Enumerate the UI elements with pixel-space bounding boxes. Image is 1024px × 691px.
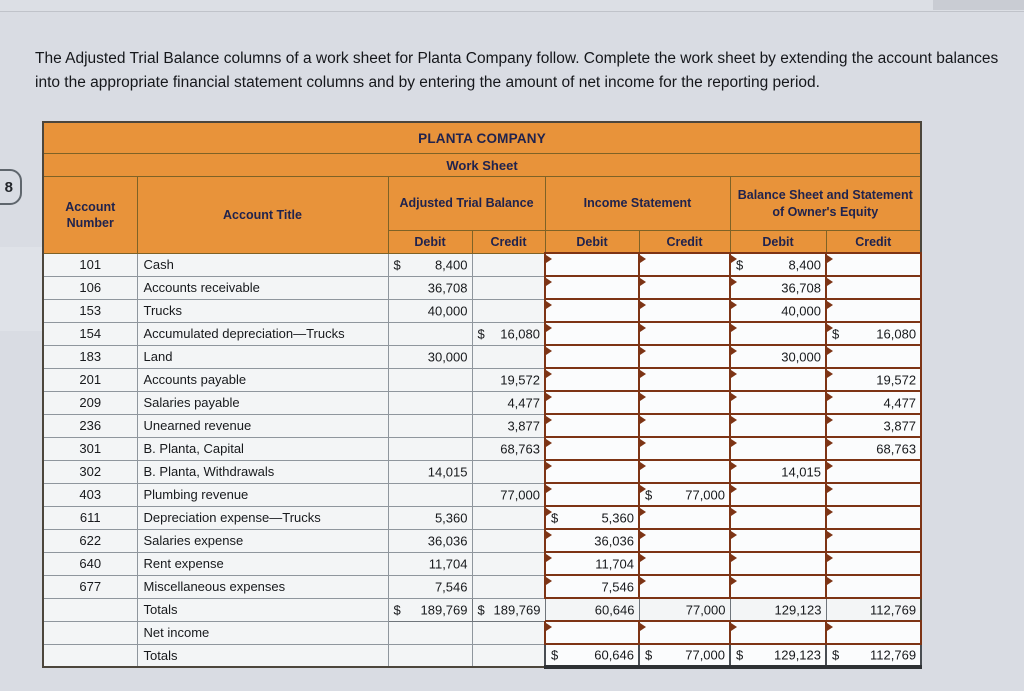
cell-bs-credit bbox=[826, 598, 921, 621]
cell-bs-credit[interactable] bbox=[826, 621, 921, 644]
dollar-sign: $ bbox=[645, 487, 653, 502]
cell-atb-credit bbox=[472, 506, 545, 529]
answer-marker-icon bbox=[640, 393, 646, 401]
subheader-bs-credit: Credit bbox=[826, 231, 921, 254]
amount-value: 14,015 bbox=[781, 464, 821, 479]
cell-atb-debit bbox=[388, 460, 472, 483]
amount-value: 30,000 bbox=[781, 349, 821, 364]
cell-bs-credit[interactable] bbox=[826, 299, 921, 322]
account-title-cell: Net income bbox=[137, 621, 388, 644]
account-number-cell: 611 bbox=[43, 506, 137, 529]
amount-value: 11,704 bbox=[428, 556, 468, 571]
amount-value: 36,036 bbox=[427, 533, 468, 548]
amount-value: 189,769 bbox=[420, 602, 468, 617]
amount-value: 40,000 bbox=[427, 303, 468, 318]
cell-atb-debit bbox=[388, 621, 472, 644]
account-number-cell: 201 bbox=[43, 368, 137, 391]
answer-marker-icon bbox=[827, 439, 833, 447]
cell-atb-debit bbox=[388, 414, 472, 437]
answer-marker-icon bbox=[731, 301, 737, 309]
amount-value: 36,036 bbox=[594, 533, 634, 548]
cell-atb-credit bbox=[472, 460, 545, 483]
amount-value: 77,000 bbox=[685, 487, 725, 502]
amount-value: 36,708 bbox=[781, 280, 821, 295]
table-row bbox=[43, 345, 921, 368]
amount-value: 8,400 bbox=[434, 257, 468, 272]
subheader-is-debit: Debit bbox=[545, 231, 639, 254]
cell-bs-debit[interactable] bbox=[730, 253, 826, 276]
answer-marker-icon bbox=[546, 439, 552, 447]
answer-marker-icon bbox=[731, 531, 737, 539]
cell-atb-credit bbox=[472, 368, 545, 391]
account-number-cell: 301 bbox=[43, 437, 137, 460]
account-title-cell: Rent expense bbox=[137, 552, 388, 575]
cell-is-credit[interactable] bbox=[639, 414, 730, 437]
cell-is-debit[interactable] bbox=[545, 253, 639, 276]
answer-marker-icon bbox=[546, 347, 552, 355]
account-title-cell: Salaries payable bbox=[137, 391, 388, 414]
account-title-cell: Miscellaneous expenses bbox=[137, 575, 388, 598]
answer-marker-icon bbox=[731, 462, 737, 470]
table-row bbox=[43, 598, 921, 621]
answer-marker-icon bbox=[640, 255, 646, 263]
amount-value: 4,477 bbox=[883, 395, 917, 410]
amount-value: 7,546 bbox=[601, 579, 634, 594]
cell-is-credit[interactable] bbox=[639, 621, 730, 644]
amount-value: 77,000 bbox=[500, 487, 540, 502]
account-number-cell: 403 bbox=[43, 483, 137, 506]
cell-atb-debit bbox=[388, 598, 472, 621]
cell-atb-debit bbox=[388, 299, 472, 322]
subheader-atb-debit: Debit bbox=[388, 231, 472, 254]
cell-atb-credit bbox=[472, 414, 545, 437]
table-row bbox=[43, 414, 921, 437]
amount-value: 19,572 bbox=[876, 372, 917, 387]
amount-value: 14,015 bbox=[427, 464, 468, 479]
cell-atb-credit bbox=[472, 575, 545, 598]
answer-marker-icon bbox=[640, 577, 646, 585]
cell-atb-debit bbox=[388, 253, 472, 276]
account-title-cell: Trucks bbox=[137, 299, 388, 322]
cell-atb-credit bbox=[472, 598, 545, 621]
cell-bs-debit[interactable] bbox=[730, 322, 826, 345]
cell-is-debit[interactable] bbox=[545, 506, 639, 529]
table-row bbox=[43, 253, 921, 276]
answer-marker-icon bbox=[640, 531, 646, 539]
cell-atb-credit bbox=[472, 644, 545, 667]
table-row bbox=[43, 621, 921, 644]
answer-marker-icon bbox=[546, 577, 552, 585]
cell-atb-debit bbox=[388, 575, 472, 598]
answer-marker-icon bbox=[731, 393, 737, 401]
top-divider bbox=[0, 0, 1024, 12]
cell-is-debit[interactable] bbox=[545, 322, 639, 345]
worksheet-subtitle: Work Sheet bbox=[43, 154, 921, 177]
cell-atb-debit bbox=[388, 391, 472, 414]
table-row bbox=[43, 552, 921, 575]
account-title-cell: Totals bbox=[137, 644, 388, 667]
account-title-cell: B. Planta, Withdrawals bbox=[137, 460, 388, 483]
cell-atb-credit bbox=[472, 299, 545, 322]
question-number: 8 bbox=[4, 178, 13, 196]
cell-atb-debit bbox=[388, 644, 472, 667]
header-income-statement: Income Statement bbox=[545, 177, 730, 231]
dollar-sign: $ bbox=[645, 647, 653, 663]
answer-marker-icon bbox=[640, 416, 646, 424]
account-number-cell bbox=[43, 621, 137, 644]
cell-atb-credit bbox=[472, 322, 545, 345]
answer-marker-icon bbox=[640, 301, 646, 309]
cell-is-credit[interactable] bbox=[639, 299, 730, 322]
account-title-cell: B. Planta, Capital bbox=[137, 437, 388, 460]
cell-is-debit[interactable] bbox=[545, 299, 639, 322]
cell-bs-debit[interactable] bbox=[730, 460, 826, 483]
cell-is-debit[interactable] bbox=[545, 391, 639, 414]
answer-marker-icon bbox=[827, 623, 833, 631]
answer-marker-icon bbox=[640, 554, 646, 562]
cell-bs-debit[interactable] bbox=[730, 621, 826, 644]
answer-marker-icon bbox=[731, 439, 737, 447]
answer-marker-icon bbox=[731, 416, 737, 424]
account-title-cell: Unearned revenue bbox=[137, 414, 388, 437]
table-row bbox=[43, 391, 921, 414]
amount-value: 68,763 bbox=[876, 441, 917, 456]
account-number-cell: 209 bbox=[43, 391, 137, 414]
header-account-number: Account Number bbox=[43, 177, 137, 254]
amount-value: 36,708 bbox=[427, 280, 468, 295]
cell-bs-credit[interactable] bbox=[826, 253, 921, 276]
answer-marker-icon bbox=[640, 623, 646, 631]
worksheet-title: PLANTA COMPANY bbox=[43, 122, 921, 154]
cell-is-credit[interactable] bbox=[639, 253, 730, 276]
cell-bs-credit[interactable] bbox=[826, 276, 921, 299]
cell-bs-debit[interactable] bbox=[730, 414, 826, 437]
answer-marker-icon bbox=[827, 255, 833, 263]
header-balance-sheet: Balance Sheet and Statement of Owner's Equity bbox=[730, 177, 921, 231]
table-row bbox=[43, 460, 921, 483]
cell-atb-debit bbox=[388, 506, 472, 529]
cell-bs-debit[interactable] bbox=[730, 368, 826, 391]
account-number-cell: 640 bbox=[43, 552, 137, 575]
table-row bbox=[43, 575, 921, 598]
cell-is-debit bbox=[545, 598, 639, 621]
cell-bs-debit[interactable] bbox=[730, 483, 826, 506]
dollar-sign: $ bbox=[393, 257, 401, 272]
header-adjusted-trial-balance: Adjusted Trial Balance bbox=[388, 177, 545, 231]
cell-is-debit[interactable] bbox=[545, 345, 639, 368]
account-title-cell: Totals bbox=[137, 598, 388, 621]
account-number-cell: 677 bbox=[43, 575, 137, 598]
cell-bs-debit[interactable] bbox=[730, 276, 826, 299]
cell-is-debit[interactable] bbox=[545, 552, 639, 575]
account-number-cell bbox=[43, 644, 137, 667]
amount-value: 30,000 bbox=[427, 349, 468, 364]
account-number-cell: 153 bbox=[43, 299, 137, 322]
table-row bbox=[43, 276, 921, 299]
answer-marker-icon bbox=[546, 531, 552, 539]
cell-is-credit[interactable] bbox=[639, 460, 730, 483]
cell-is-debit[interactable] bbox=[545, 368, 639, 391]
dollar-sign: $ bbox=[551, 647, 559, 663]
cell-is-debit[interactable] bbox=[545, 483, 639, 506]
cell-is-credit[interactable] bbox=[639, 506, 730, 529]
cell-bs-credit[interactable] bbox=[826, 345, 921, 368]
cell-is-credit[interactable] bbox=[639, 483, 730, 506]
dollar-sign: $ bbox=[477, 326, 485, 341]
answer-marker-icon bbox=[640, 439, 646, 447]
answer-marker-icon bbox=[546, 278, 552, 286]
answer-marker-icon bbox=[731, 347, 737, 355]
amount-value: 40,000 bbox=[781, 303, 821, 318]
cell-bs-debit[interactable] bbox=[730, 552, 826, 575]
cell-bs-credit[interactable] bbox=[826, 437, 921, 460]
table-row bbox=[43, 529, 921, 552]
cell-is-credit[interactable] bbox=[639, 529, 730, 552]
cell-is-debit[interactable] bbox=[545, 529, 639, 552]
answer-marker-icon bbox=[731, 278, 737, 286]
account-title-cell: Plumbing revenue bbox=[137, 483, 388, 506]
amount-value: 112,769 bbox=[870, 602, 917, 617]
answer-marker-icon bbox=[640, 370, 646, 378]
amount-value: 5,360 bbox=[434, 510, 468, 525]
question-number-badge[interactable] bbox=[0, 169, 22, 205]
cell-is-credit[interactable] bbox=[639, 276, 730, 299]
worksheet-body bbox=[43, 253, 921, 667]
answer-marker-icon bbox=[827, 577, 833, 585]
answer-marker-icon bbox=[640, 324, 646, 332]
account-title-cell: Salaries expense bbox=[137, 529, 388, 552]
cell-is-credit bbox=[639, 644, 730, 667]
cell-bs-debit[interactable] bbox=[730, 575, 826, 598]
answer-marker-icon bbox=[827, 485, 833, 493]
worksheet-table bbox=[42, 121, 922, 669]
answer-marker-icon bbox=[827, 301, 833, 309]
answer-marker-icon bbox=[731, 370, 737, 378]
amount-value: 189,769 bbox=[493, 602, 541, 617]
amount-value: 68,763 bbox=[500, 441, 540, 456]
answer-marker-icon bbox=[731, 554, 737, 562]
cell-atb-credit bbox=[472, 552, 545, 575]
account-title-cell: Accumulated depreciation—Trucks bbox=[137, 322, 388, 345]
subheader-atb-credit: Credit bbox=[472, 231, 545, 254]
account-number-cell: 236 bbox=[43, 414, 137, 437]
account-number-cell bbox=[43, 598, 137, 621]
amount-value: 16,080 bbox=[500, 326, 540, 341]
cell-atb-debit bbox=[388, 437, 472, 460]
answer-marker-icon bbox=[546, 393, 552, 401]
cell-bs-debit[interactable] bbox=[730, 391, 826, 414]
answer-marker-icon bbox=[731, 623, 737, 631]
cell-bs-credit[interactable] bbox=[826, 368, 921, 391]
answer-marker-icon bbox=[827, 462, 833, 470]
answer-marker-icon bbox=[827, 531, 833, 539]
account-number-cell: 622 bbox=[43, 529, 137, 552]
account-number-cell: 101 bbox=[43, 253, 137, 276]
answer-marker-icon bbox=[640, 347, 646, 355]
cell-bs-credit[interactable] bbox=[826, 506, 921, 529]
amount-value: 129,123 bbox=[774, 602, 822, 617]
cell-is-credit[interactable] bbox=[639, 345, 730, 368]
table-row bbox=[43, 644, 921, 667]
answer-marker-icon bbox=[827, 416, 833, 424]
cell-is-credit[interactable] bbox=[639, 391, 730, 414]
cell-bs-debit[interactable] bbox=[730, 529, 826, 552]
answer-marker-icon bbox=[546, 554, 552, 562]
cell-atb-debit bbox=[388, 276, 472, 299]
amount-value: 3,877 bbox=[507, 418, 540, 433]
amount-value: 3,877 bbox=[883, 418, 917, 433]
cell-atb-credit bbox=[472, 253, 545, 276]
cell-is-debit bbox=[545, 644, 639, 667]
amount-value: 11,704 bbox=[595, 556, 634, 571]
group-header-row bbox=[43, 177, 921, 231]
cell-atb-debit bbox=[388, 529, 472, 552]
dollar-sign: $ bbox=[736, 257, 744, 272]
account-title-cell: Cash bbox=[137, 253, 388, 276]
table-row bbox=[43, 437, 921, 460]
cell-bs-credit[interactable] bbox=[826, 552, 921, 575]
cell-bs-credit bbox=[826, 644, 921, 667]
dollar-sign: $ bbox=[832, 647, 840, 663]
dollar-sign: $ bbox=[477, 602, 485, 617]
table-row bbox=[43, 322, 921, 345]
cell-bs-credit[interactable] bbox=[826, 575, 921, 598]
cell-is-debit[interactable] bbox=[545, 276, 639, 299]
table-row bbox=[43, 483, 921, 506]
cell-bs-debit[interactable] bbox=[730, 437, 826, 460]
amount-value: 5,360 bbox=[601, 510, 634, 525]
cell-atb-debit bbox=[388, 483, 472, 506]
amount-value: 8,400 bbox=[788, 257, 821, 272]
cell-atb-credit bbox=[472, 483, 545, 506]
answer-marker-icon bbox=[546, 324, 552, 332]
account-title-cell: Accounts receivable bbox=[137, 276, 388, 299]
cell-bs-debit bbox=[730, 598, 826, 621]
table-row bbox=[43, 506, 921, 529]
answer-marker-icon bbox=[827, 278, 833, 286]
amount-value: 7,546 bbox=[434, 579, 468, 594]
cell-atb-credit bbox=[472, 391, 545, 414]
table-row bbox=[43, 299, 921, 322]
account-number-cell: 154 bbox=[43, 322, 137, 345]
answer-marker-icon bbox=[827, 508, 833, 516]
subtitle-row bbox=[43, 154, 921, 177]
answer-marker-icon bbox=[546, 301, 552, 309]
cell-is-credit[interactable] bbox=[639, 437, 730, 460]
dollar-sign: $ bbox=[832, 326, 840, 341]
amount-value: 77,000 bbox=[685, 647, 725, 663]
cell-atb-credit bbox=[472, 529, 545, 552]
cell-bs-debit bbox=[730, 644, 826, 667]
answer-marker-icon bbox=[546, 416, 552, 424]
account-number-cell: 106 bbox=[43, 276, 137, 299]
account-number-cell: 183 bbox=[43, 345, 137, 368]
cell-bs-credit[interactable] bbox=[826, 460, 921, 483]
cell-is-debit[interactable] bbox=[545, 414, 639, 437]
scrollbar-fragment bbox=[933, 0, 1024, 10]
answer-marker-icon bbox=[546, 255, 552, 263]
answer-marker-icon bbox=[546, 462, 552, 470]
cell-bs-credit[interactable] bbox=[826, 483, 921, 506]
cell-bs-credit[interactable] bbox=[826, 529, 921, 552]
account-title-cell: Land bbox=[137, 345, 388, 368]
cell-is-credit[interactable] bbox=[639, 322, 730, 345]
dollar-sign: $ bbox=[551, 510, 559, 525]
amount-value: 60,646 bbox=[594, 647, 634, 663]
answer-marker-icon bbox=[640, 278, 646, 286]
amount-value: 4,477 bbox=[507, 395, 540, 410]
cell-is-debit[interactable] bbox=[545, 575, 639, 598]
cell-is-credit bbox=[639, 598, 730, 621]
answer-marker-icon bbox=[731, 485, 737, 493]
cell-atb-credit bbox=[472, 276, 545, 299]
cell-is-debit[interactable] bbox=[545, 437, 639, 460]
cell-atb-debit bbox=[388, 552, 472, 575]
title-row bbox=[43, 122, 921, 154]
amount-value: 129,123 bbox=[774, 647, 821, 663]
answer-marker-icon bbox=[731, 577, 737, 585]
cell-atb-debit bbox=[388, 345, 472, 368]
cell-atb-debit bbox=[388, 322, 472, 345]
answer-marker-icon bbox=[827, 347, 833, 355]
answer-marker-icon bbox=[546, 623, 552, 631]
answer-marker-icon bbox=[640, 462, 646, 470]
cell-atb-credit bbox=[472, 621, 545, 644]
dollar-sign: $ bbox=[736, 647, 744, 663]
answer-marker-icon bbox=[640, 508, 646, 516]
cell-atb-debit bbox=[388, 368, 472, 391]
amount-value: 77,000 bbox=[685, 602, 726, 617]
cell-bs-credit[interactable] bbox=[826, 414, 921, 437]
answer-marker-icon bbox=[731, 324, 737, 332]
answer-marker-icon bbox=[731, 508, 737, 516]
answer-marker-icon bbox=[827, 554, 833, 562]
amount-value: 19,572 bbox=[500, 372, 540, 387]
cell-atb-credit bbox=[472, 437, 545, 460]
cell-atb-credit bbox=[472, 345, 545, 368]
answer-marker-icon bbox=[546, 370, 552, 378]
answer-marker-icon bbox=[546, 485, 552, 493]
cell-is-credit[interactable] bbox=[639, 575, 730, 598]
subheader-bs-debit: Debit bbox=[730, 231, 826, 254]
subheader-is-credit: Credit bbox=[639, 231, 730, 254]
answer-marker-icon bbox=[827, 370, 833, 378]
cell-is-credit[interactable] bbox=[639, 552, 730, 575]
cell-is-debit[interactable] bbox=[545, 621, 639, 644]
header-account-title: Account Title bbox=[137, 177, 388, 254]
amount-value: 16,080 bbox=[876, 326, 917, 341]
cell-is-credit[interactable] bbox=[639, 368, 730, 391]
cell-bs-credit[interactable] bbox=[826, 322, 921, 345]
cell-bs-debit[interactable] bbox=[730, 506, 826, 529]
table-row bbox=[43, 368, 921, 391]
amount-value: 60,646 bbox=[594, 602, 635, 617]
answer-marker-icon bbox=[827, 393, 833, 401]
cell-bs-credit[interactable] bbox=[826, 391, 921, 414]
cell-is-debit[interactable] bbox=[545, 460, 639, 483]
instructions-text: The Adjusted Trial Balance columns of a work sheet for Planta Company follow. Complete the work sheet by extending the account balances into the appropriate financial statement columns and by entering the amount of net income for the reporting period. bbox=[35, 50, 999, 91]
account-title-cell: Depreciation expense—Trucks bbox=[137, 506, 388, 529]
cell-bs-debit[interactable] bbox=[730, 345, 826, 368]
dollar-sign: $ bbox=[393, 602, 401, 617]
account-number-cell: 302 bbox=[43, 460, 137, 483]
amount-value: 112,769 bbox=[870, 647, 917, 663]
account-title-cell: Accounts payable bbox=[137, 368, 388, 391]
cell-bs-debit[interactable] bbox=[730, 299, 826, 322]
